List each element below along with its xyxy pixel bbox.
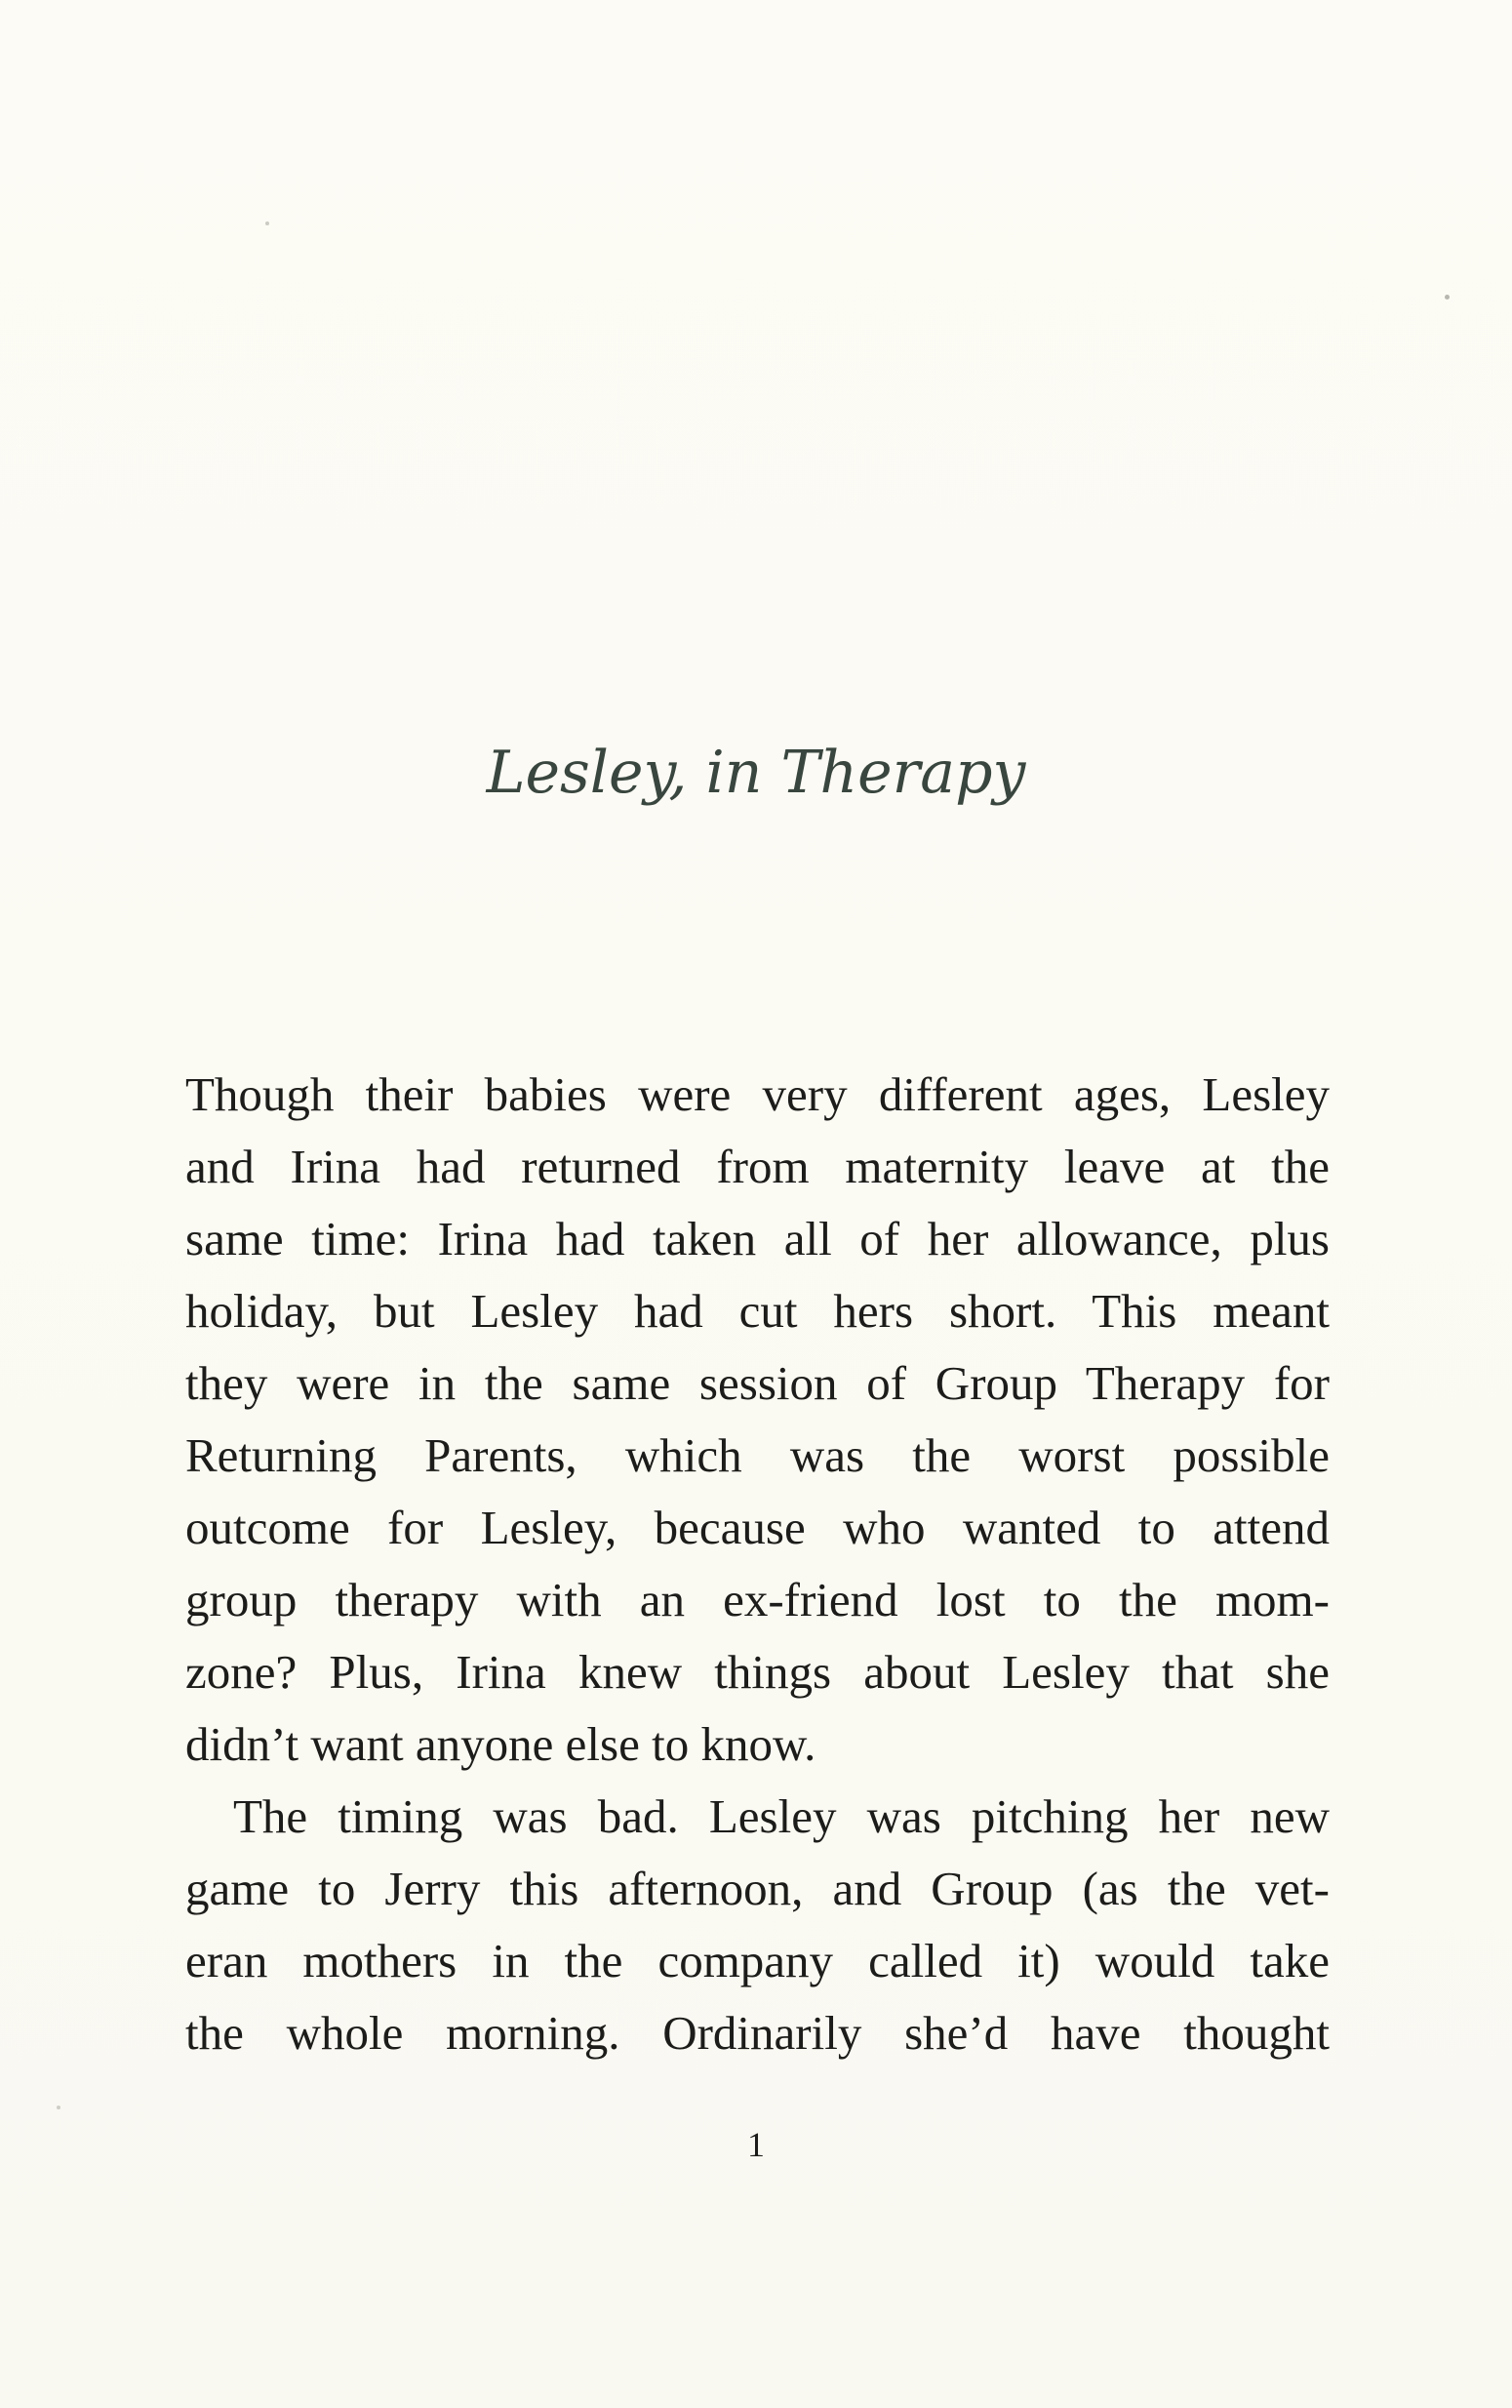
text-line: Returning Parents, which was the worst possible	[185, 1428, 1330, 1482]
text-line: group therapy with an ex-friend lost to the mom-	[185, 1573, 1330, 1626]
text-line: game to Jerry this afternoon, and Group (as the vet-	[185, 1862, 1330, 1915]
chapter-title: Lesley, in Therapy	[486, 739, 1026, 807]
text-line: eran mothers in the company called it) would take	[185, 1934, 1330, 1987]
paragraph-1	[185, 1059, 1330, 1781]
scan-speck	[1445, 295, 1450, 300]
page-number: 1	[747, 2125, 765, 2164]
text-line: the whole morning. Ordinarily she’d have thought	[185, 2006, 1330, 2060]
paragraph-2	[185, 1781, 1330, 2069]
text-line: didn’t want anyone else to know.	[185, 1717, 816, 1771]
text-line: they were in the same session of Group Therapy for	[185, 1356, 1330, 1410]
text-line: The timing was bad. Lesley was pitching her new	[233, 1789, 1330, 1843]
text-line: same time: Irina had taken all of her allowance, plus	[185, 1212, 1330, 1265]
text-line: Though their babies were very different ages, Lesley	[185, 1067, 1330, 1121]
text-line: outcome for Lesley, because who wanted to attend	[185, 1501, 1330, 1554]
text-line: zone? Plus, Irina knew things about Lesley that she	[185, 1645, 1330, 1699]
text-line: and Irina had returned from maternity leave at the	[185, 1140, 1330, 1193]
scan-speck	[57, 2106, 60, 2109]
scan-speck	[265, 221, 269, 225]
body-text	[185, 1059, 1330, 2069]
text-line: holiday, but Lesley had cut hers short. This meant	[185, 1284, 1330, 1338]
